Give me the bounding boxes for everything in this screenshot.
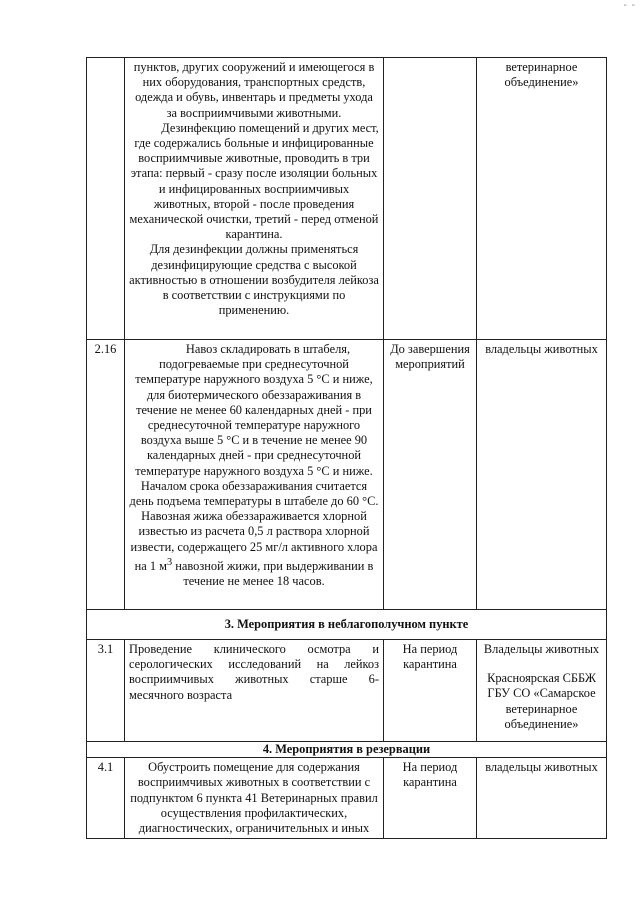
table-row [87,58,607,340]
page-corner-mark: - - [623,0,636,11]
measure-text [125,340,384,610]
row-number: 3.1 [87,640,125,742]
section-title: 4. Мероприятия в резервации [87,742,607,758]
row-number: 2.16 [87,340,125,610]
responsible-cell [477,640,607,742]
term-cell: На период карантина [384,640,477,742]
responsible-line: Красноярская СББЖ ГБУ СО «Самарское ветеринарное объединение» [487,671,596,731]
measure-text-main: Навоз складировать в штабеля, подогреваемые при среднесуточной температуре наружного воздуха 5 °С и ниже, для биотермического обеззараживания в течение не менее 60 календарных дней - при среднесуточной температуре наружного воздуха выше 5 °С и в течение не менее 90 календарных дней - при среднесуточной температуре наружного воздуха 5 °С и ниже. Началом срока обеззараживания считается день подъема температуры в штабеле до 60 °С. Навозная жижа обеззараживается хлорной известью из расчета 0,5 л раствора хлорной извести, содержащего 25 мг/л активного хлора на 1 м [129,342,379,573]
measure-text: Проведение клинического осмотра и серологических исследований на лейкоз восприимчивых животных старше 6-месячного возраста [125,640,384,742]
section-heading-row [87,610,607,640]
measure-text: Обустроить помещение для содержания восприимчивых животных в соответствии с подпунктом 6 пункта 41 Ветеринарных правил осуществления профилактических, диагностических, ограничительных и иных [125,758,384,839]
section-title: 3. Мероприятия в неблагополучном пункте [87,610,607,640]
responsible-cell: владельцы животных [477,758,607,839]
table-row [87,640,607,742]
measure-paragraph: Дезинфекцию помещений и других мест, где содержались больные и инфицированные восприимчивые животные, проводить в три этапа: первый - сразу после изоляции больных и инфицированных восприимчивых животных, второй - после проведения механической очистки, третий - перед отменой карантина. [129,120,379,242]
section-heading-row [87,742,607,758]
term-cell: На период карантина [384,758,477,839]
row-number [87,58,125,340]
term-cell: До завершения мероприятий [384,340,477,610]
responsible-cell: ветеринарное объединение» [477,58,607,340]
responsible-line: Владельцы животных [483,642,600,656]
measure-paragraph: пунктов, других сооружений и имеющегося в них оборудования, транспортных средств, одежда и обувь, инвентарь и предметы ухода за восприимчивыми животными. [133,60,375,120]
table-row [87,340,607,610]
measure-text [125,58,384,340]
row-number: 4.1 [87,758,125,839]
responsible-cell: владельцы животных [477,340,607,610]
table-row [87,758,607,839]
superscript: 3 [167,556,173,568]
measures-table [86,57,607,839]
measure-paragraph: Для дезинфекции должны применяться дезинфицирующие средства с высокой активностью в отношении возбудителя лейкоза в соответствии с инструкциями по применению. [129,242,379,318]
measure-text-tail: навозной жижи, при выдерживании в течение не менее 18 часов. [172,558,374,589]
term-cell [384,58,477,340]
